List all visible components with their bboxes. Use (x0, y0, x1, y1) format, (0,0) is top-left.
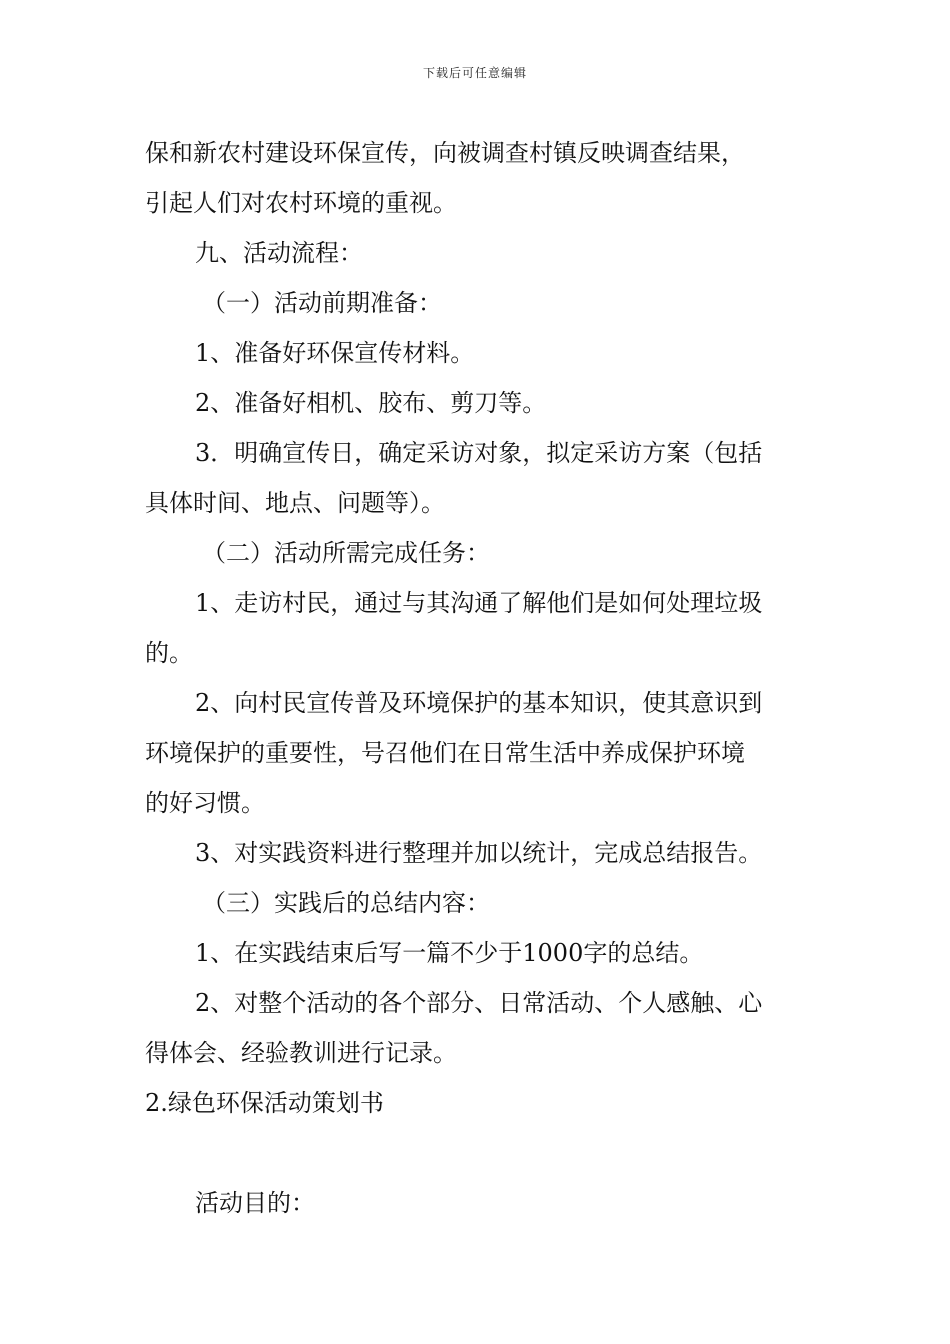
list-item-continuation: 的。 (145, 639, 193, 667)
list-item: 1、在实践结束后写一篇不少于1000字的总结。 (195, 939, 704, 967)
list-item-continuation: 环境保护的重要性，号召他们在日常生活中养成保护环境 (145, 739, 745, 767)
page-header: 下载后可任意编辑 (422, 66, 527, 80)
section-heading: 九、活动流程： (195, 239, 363, 267)
document-title: 2.绿色环保活动策划书 (145, 1089, 384, 1117)
list-item: 2、准备好相机、胶布、剪刀等。 (195, 389, 547, 417)
list-item: 2、向村民宣传普及环境保护的基本知识，使其意识到 (195, 689, 763, 717)
subsection-heading: （三）实践后的总结内容： (202, 889, 490, 917)
paragraph-line: 引起人们对农村环境的重视。 (145, 189, 457, 217)
subsection-heading: （一）活动前期准备： (202, 289, 442, 317)
blank-line (145, 1128, 815, 1178)
section-heading: 活动目的： (195, 1189, 315, 1217)
document-body (145, 128, 815, 1228)
list-item: 3、对实践资料进行整理并加以统计，完成总结报告。 (195, 839, 763, 867)
list-item-continuation: 具体时间、地点、问题等）。 (145, 489, 445, 517)
list-item: 1、走访村民，通过与其沟通了解他们是如何处理垃圾 (195, 589, 763, 617)
list-item: 1、准备好环保宣传材料。 (195, 339, 475, 367)
list-item-continuation: 得体会、经验教训进行记录。 (145, 1039, 457, 1067)
list-item: 2、对整个活动的各个部分、日常活动、个人感触、心 (195, 989, 763, 1017)
list-item: 3．明确宣传日，确定采访对象，拟定采访方案（包括 (195, 439, 763, 467)
list-item-continuation: 的好习惯。 (145, 789, 265, 817)
subsection-heading: （二）活动所需完成任务： (202, 539, 490, 567)
paragraph-line: 保和新农村建设环保宣传，向被调查村镇反映调查结果， (145, 139, 745, 167)
